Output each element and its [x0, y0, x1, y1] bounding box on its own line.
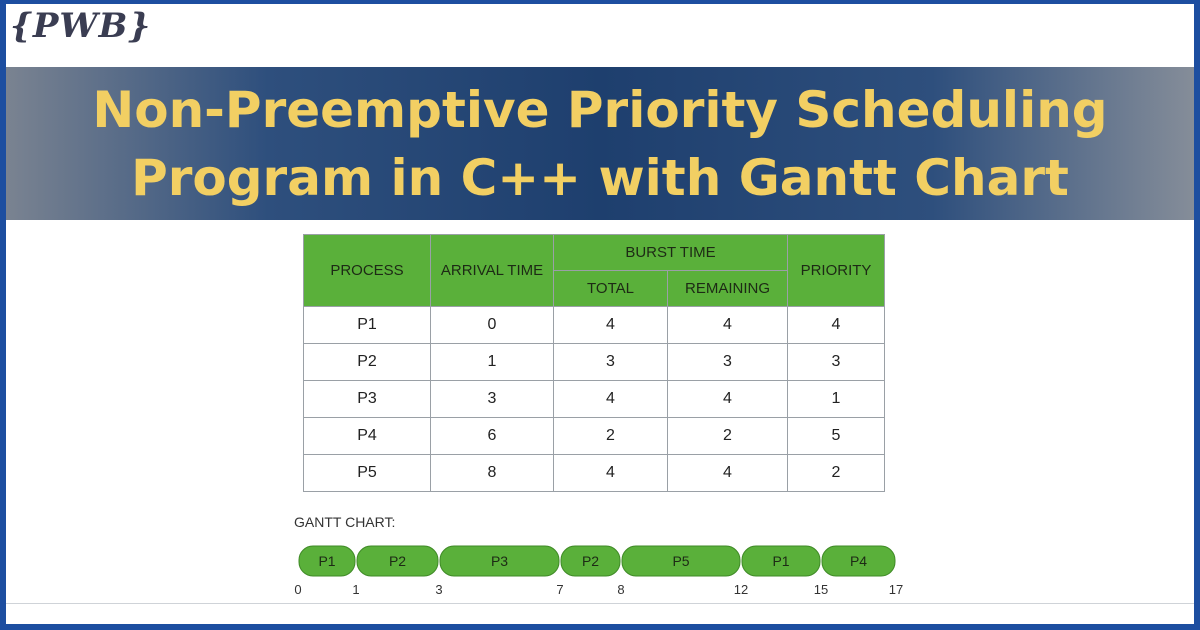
header-total: TOTAL: [554, 271, 668, 307]
cell-priority: 4: [788, 307, 885, 344]
cell-remaining: 4: [668, 307, 788, 344]
cell-arrival: 0: [431, 307, 554, 344]
gantt-tick-label: 0: [294, 582, 302, 597]
cell-priority: 3: [788, 344, 885, 381]
cell-process: P3: [304, 381, 431, 418]
gantt-segment-label: P4: [849, 553, 868, 569]
cell-process: P5: [304, 455, 431, 492]
gantt-tick-label: 15: [813, 582, 829, 597]
cell-arrival: 6: [431, 418, 554, 455]
gantt-tick-label: 1: [352, 582, 360, 597]
header-remaining: REMAINING: [668, 271, 788, 307]
cell-remaining: 3: [668, 344, 788, 381]
header-process: PROCESS: [304, 235, 431, 307]
cell-total: 2: [554, 418, 668, 455]
cell-priority: 1: [788, 381, 885, 418]
cell-priority: 5: [788, 418, 885, 455]
cell-process: P1: [304, 307, 431, 344]
gantt-segment-label: P1: [772, 553, 790, 569]
gantt-tick-label: 12: [733, 582, 749, 597]
cell-arrival: 8: [431, 455, 554, 492]
header-arrival-time: ARRIVAL TIME: [431, 235, 554, 307]
cell-remaining: 4: [668, 381, 788, 418]
gantt-tick-label: 17: [888, 582, 904, 597]
cell-total: 4: [554, 307, 668, 344]
cell-arrival: 3: [431, 381, 554, 418]
title-line-2: Program in C++ with Gantt Chart: [131, 149, 1069, 207]
cell-total: 4: [554, 455, 668, 492]
gantt-segment-label: P1: [318, 553, 336, 569]
gantt-tick-label: 8: [617, 582, 625, 597]
title-line-1: Non-Preemptive Priority Scheduling: [92, 81, 1108, 139]
bottom-divider: [6, 603, 1194, 604]
gantt-segment-label: P5: [672, 553, 690, 569]
header-priority: PRIORITY: [788, 235, 885, 307]
cell-remaining: 2: [668, 418, 788, 455]
gantt-segment-label: P2: [581, 553, 600, 569]
cell-process: P2: [304, 344, 431, 381]
cell-arrival: 1: [431, 344, 554, 381]
gantt-tick-label: 3: [435, 582, 443, 597]
cell-total: 3: [554, 344, 668, 381]
pwb-logo: {PWB}: [10, 6, 152, 46]
header-burst-time: BURST TIME: [554, 235, 788, 271]
cell-total: 4: [554, 381, 668, 418]
gantt-segment-label: P2: [388, 553, 407, 569]
cell-process: P4: [304, 418, 431, 455]
gantt-chart-label: GANTT CHART:: [294, 514, 396, 530]
cell-remaining: 4: [668, 455, 788, 492]
gantt-tick-label: 7: [556, 582, 564, 597]
cell-priority: 2: [788, 455, 885, 492]
gantt-segment-label: P3: [490, 553, 509, 569]
